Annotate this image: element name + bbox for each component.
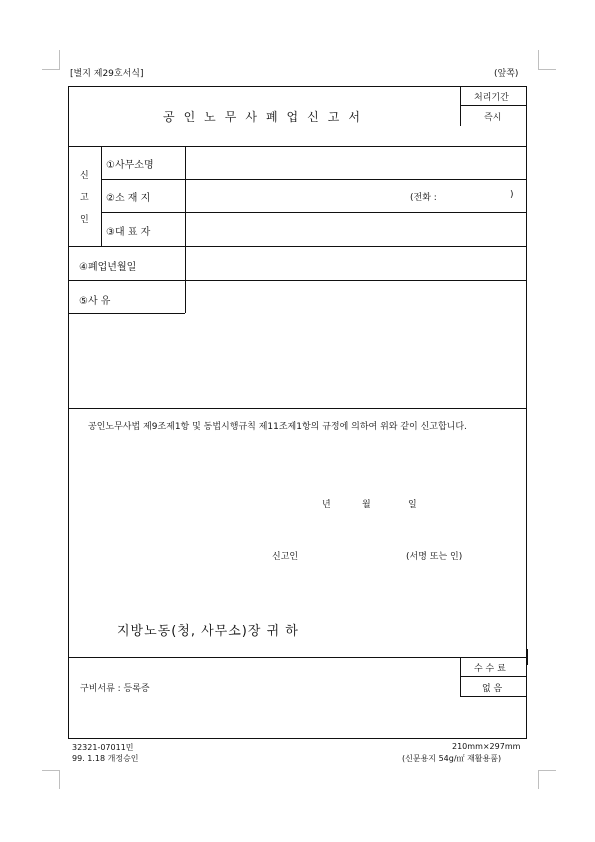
signer-field[interactable] <box>305 544 401 564</box>
rule-fee-bottom <box>460 696 527 697</box>
rule-fee-mid <box>460 676 527 677</box>
location-field[interactable] <box>186 180 396 212</box>
crop-mark-bottom-left-v <box>59 770 60 789</box>
representative-label: ③대 표 자 <box>106 227 151 238</box>
closure-date-field[interactable] <box>186 247 526 280</box>
crop-mark-bottom-left-h <box>42 770 60 771</box>
date-day-label: 일 <box>408 500 417 510</box>
rule-reporter-group <box>101 146 102 246</box>
rule-fee-left <box>460 657 461 696</box>
paper-type: (신문용지 54g/㎡ 재활용품) <box>402 754 502 763</box>
form-code: 32321-07011민 <box>72 743 134 752</box>
date-year-label: 년 <box>322 500 331 510</box>
phone-label: (전화 : <box>410 193 437 203</box>
page-side-label: (앞쪽) <box>494 69 519 79</box>
reason-field[interactable] <box>69 314 526 408</box>
reason-label: ⑤사 유 <box>79 296 111 307</box>
paper-size: 210mm×297mm <box>452 742 521 751</box>
location-label: ②소 재 지 <box>106 193 151 204</box>
rule-processing-left <box>460 86 461 126</box>
rule-processing-mid <box>460 105 527 106</box>
reporter-group-label-3: 인 <box>80 215 89 225</box>
declaration-text: 공인노무사법 제9조제1항 및 동법시행규칙 제11조제1항의 규정에 의하여 위와 같이 신고합니다. <box>88 422 467 432</box>
signature-note: (서명 또는 인) <box>406 552 463 562</box>
crop-mark-top-left-v <box>59 50 60 69</box>
fee-value: 없 음 <box>482 684 503 694</box>
form-number: [별지 제29호서식] <box>70 69 144 79</box>
reporter-group-label-1: 신 <box>80 171 89 181</box>
approval-date: 99. 1.18 개정승인 <box>72 754 139 763</box>
processing-period-value: 즉시 <box>484 113 502 123</box>
rule-fee-marker <box>526 649 528 665</box>
crop-mark-top-right-v <box>538 50 539 69</box>
rule-declaration-bottom <box>68 657 527 658</box>
addressee: 지방노동(청, 사무소)장 귀 하 <box>117 624 299 639</box>
phone-close-paren: ) <box>510 190 514 200</box>
processing-period-label: 처리기간 <box>474 93 509 103</box>
fee-label: 수 수 료 <box>474 664 506 674</box>
date-month-label: 월 <box>362 500 371 510</box>
phone-field[interactable] <box>450 182 506 208</box>
crop-mark-bottom-right-h <box>538 770 556 771</box>
rule-reason-bottom <box>68 408 527 409</box>
crop-mark-bottom-right-v <box>538 770 539 789</box>
office-name-label: ①사무소명 <box>106 160 154 171</box>
representative-field[interactable] <box>186 213 526 246</box>
rule-closure-bottom <box>68 280 527 281</box>
signer-label: 신고인 <box>272 552 299 562</box>
crop-mark-top-left-h <box>42 69 60 70</box>
reporter-group-label-2: 고 <box>80 193 89 203</box>
form-title: 공인노무사폐업신고서 <box>163 110 369 124</box>
closure-date-label: ④폐업년월일 <box>79 262 137 273</box>
office-name-field[interactable] <box>186 147 526 179</box>
required-documents: 구비서류 : 등록증 <box>80 684 150 694</box>
crop-mark-top-right-h <box>538 69 556 70</box>
